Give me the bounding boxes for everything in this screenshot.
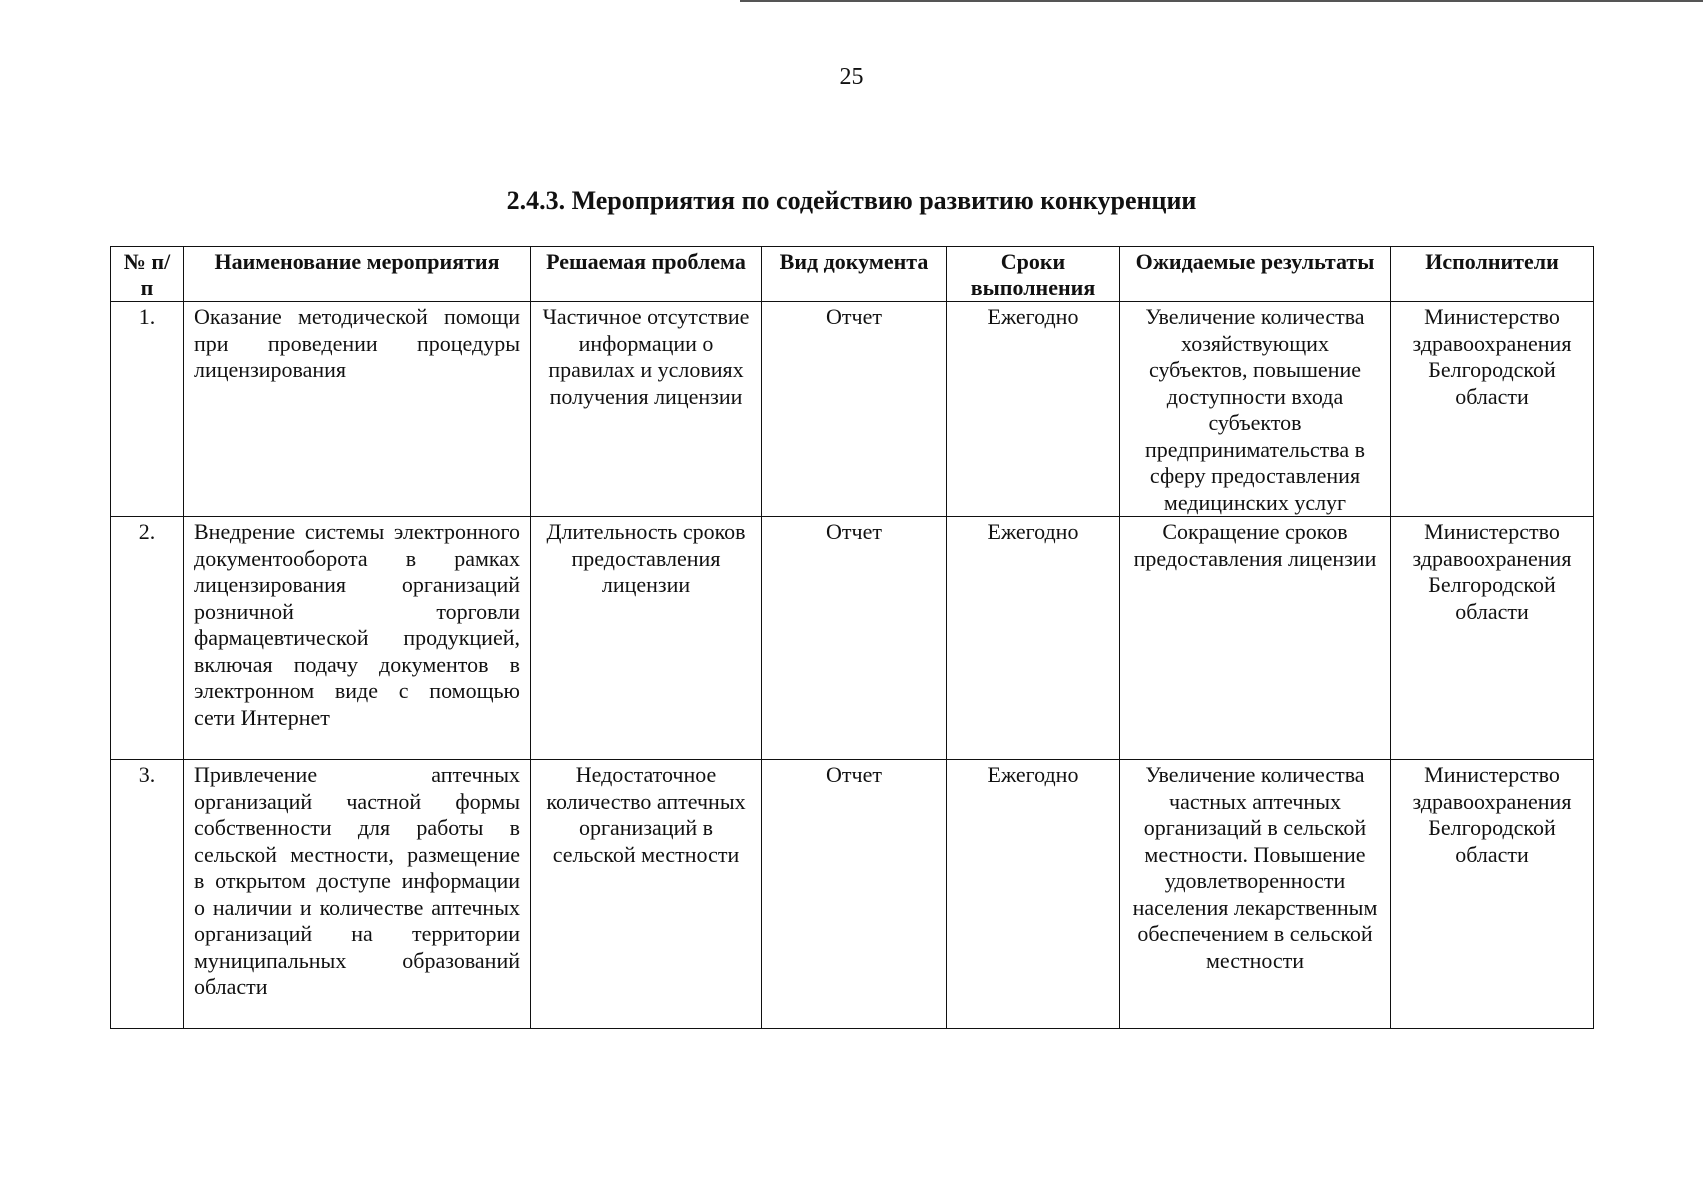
cell-num: 3. xyxy=(111,760,184,1029)
cell-executors: Министерство здравоохранения Белгородской области xyxy=(1391,760,1594,1029)
table-row xyxy=(111,302,1594,517)
cell-term: Ежегодно xyxy=(947,517,1120,760)
cell-results: Увеличение количества частных аптечных организаций в сельской местности. Повышение удовлетворенности населения лекарственным обеспечением в сельской местности xyxy=(1120,760,1391,1029)
cell-doc-type: Отчет xyxy=(762,517,947,760)
cell-doc-type: Отчет xyxy=(762,760,947,1029)
cell-executors: Министерство здравоохранения Белгородской области xyxy=(1391,302,1594,517)
cell-name: Оказание методической помощи при проведении процедуры лицензирования xyxy=(184,302,531,517)
header-num: № п/п xyxy=(111,247,184,302)
header-name: Наименование мероприятия xyxy=(184,247,531,302)
measures-table xyxy=(110,246,1594,1029)
cell-name: Привлечение аптечных организаций частной формы собственности для работы в сельской местности, размещение в открытом доступе информации о наличии и количестве аптечных организаций на территории муниципальных образований области xyxy=(184,760,531,1029)
cell-results: Увеличение количества хозяйствующих субъектов, повышение доступности входа субъектов предпринимательства в сферу предоставления медицинских услуг xyxy=(1120,302,1391,517)
cell-results: Сокращение сроков предоставления лицензии xyxy=(1120,517,1391,760)
cell-doc-type: Отчет xyxy=(762,302,947,517)
table-row xyxy=(111,517,1594,760)
cell-executors: Министерство здравоохранения Белгородской области xyxy=(1391,517,1594,760)
header-results: Ожидаемые результаты xyxy=(1120,247,1391,302)
table-header-row xyxy=(111,247,1594,302)
top-edge-rule xyxy=(740,0,1703,2)
header-doc-type: Вид документа xyxy=(762,247,947,302)
header-term: Сроки выполнения xyxy=(947,247,1120,302)
cell-num: 2. xyxy=(111,517,184,760)
table-row xyxy=(111,760,1594,1029)
header-executors: Исполнители xyxy=(1391,247,1594,302)
cell-problem: Частичное отсутствие информации о правилах и условиях получения лицензии xyxy=(531,302,762,517)
cell-problem: Недостаточное количество аптечных организаций в сельской местности xyxy=(531,760,762,1029)
page-number: 25 xyxy=(839,64,864,90)
header-problem: Решаемая проблема xyxy=(531,247,762,302)
cell-num: 1. xyxy=(111,302,184,517)
cell-problem: Длительность сроков предоставления лицензии xyxy=(531,517,762,760)
cell-term: Ежегодно xyxy=(947,760,1120,1029)
cell-name: Внедрение системы электронного документооборота в рамках лицензирования организаций розничной торговли фармацевтической продукцией, включая подачу документов в электронном виде с помощью сети Интернет xyxy=(184,517,531,760)
cell-term: Ежегодно xyxy=(947,302,1120,517)
section-title: 2.4.3. Мероприятия по содействию развитию конкуренции xyxy=(506,186,1197,215)
